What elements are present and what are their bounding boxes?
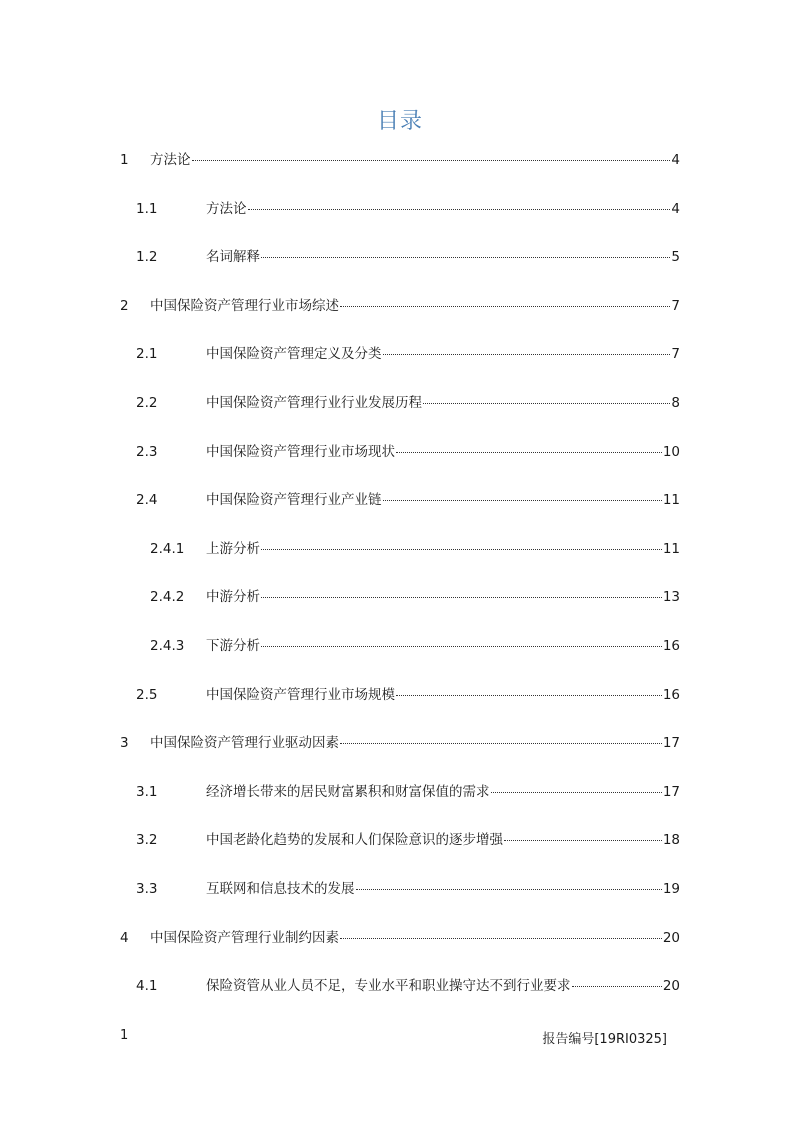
toc-entry-number: 3 [120,735,129,752]
toc-entry-title: 保险资管从业人员不足，专业水平和职业操守达不到行业要求 [206,978,571,995]
toc-dot-leader [261,587,662,598]
toc-dot-leader [261,636,662,647]
toc-entry-page: 17 [662,783,680,800]
toc-dot-leader [572,976,662,987]
toc-entry[interactable] [136,782,680,802]
footer-page-number: 1 [120,1028,129,1043]
toc-entry-number: 2.5 [136,686,158,703]
toc-entry-number: 2 [120,297,129,314]
toc-dot-leader [340,733,662,744]
toc-entry-number: 3.1 [136,783,158,800]
toc-entry-title: 中国保险资产管理行业驱动因素 [150,735,339,752]
toc-entry-number: 2.4 [136,492,158,509]
toc-entry-title: 方法论 [150,152,191,168]
toc-entry-number: 4 [120,929,129,946]
toc-entry[interactable] [120,296,680,316]
toc-entry[interactable] [120,150,680,170]
toc-dot-leader [248,199,671,210]
toc-entry[interactable] [136,685,680,705]
toc-entry-title: 下游分析 [206,638,260,654]
toc-entry-page: 7 [671,297,680,314]
toc-dot-leader [340,296,670,307]
toc-dot-leader [423,393,670,404]
toc-dot-leader [261,539,662,550]
toc-title: 目录 [376,109,423,134]
toc-entry-title: 中国保险资产管理行业市场现状 [206,443,395,460]
toc-dot-leader [340,928,662,939]
toc-entry-number: 1 [120,152,129,168]
toc-entry[interactable] [150,636,680,656]
toc-entry-title: 中国保险资产管理定义及分类 [206,346,382,363]
toc-entry-number: 4.1 [136,978,158,995]
toc-entry-page: 7 [671,346,680,363]
toc-entry[interactable] [150,539,680,559]
toc-entry-title: 中国保险资产管理行业市场规模 [206,686,395,703]
toc-entry-page: 8 [671,395,680,411]
toc-entry[interactable] [136,199,680,219]
toc-entry-number: 2.4.1 [150,540,185,557]
toc-dot-leader [261,247,670,258]
toc-entry-number: 2.4.2 [150,589,185,606]
toc-entry[interactable] [136,442,680,462]
toc-entry[interactable] [136,879,680,899]
toc-entry-page: 20 [662,978,680,995]
toc-dot-leader [396,685,662,696]
toc-entry[interactable] [136,830,680,850]
toc-entry[interactable] [120,733,680,753]
toc-entry-number: 1.1 [136,200,158,217]
toc-entry-title: 中国保险资产管理行业行业发展历程 [206,395,422,411]
toc-entry-title: 中游分析 [206,589,260,606]
toc-entry-title: 中国老龄化趋势的发展和人们保险意识的逐步增强 [206,832,503,849]
toc-entry-title: 互联网和信息技术的发展 [206,881,355,897]
toc-entry-page: 17 [662,735,680,752]
toc-entry-number: 2.2 [136,395,158,411]
toc-entry-page: 16 [662,638,680,654]
toc-entry-title: 中国保险资产管理行业市场综述 [150,297,339,314]
toc-entry-title: 名词解释 [206,249,260,266]
toc-entry-page: 20 [662,929,680,946]
toc-entry-title: 中国保险资产管理行业产业链 [206,492,382,509]
toc-dot-leader [491,782,662,793]
toc-entry-number: 3.3 [136,881,158,897]
toc-entry-page: 5 [671,249,680,266]
toc-entry[interactable] [136,976,680,996]
toc-dot-leader [356,879,662,890]
toc-entry-page: 19 [662,881,680,897]
toc-entry-page: 4 [671,200,680,217]
footer-report-number: 报告编号[19RI0325] [542,1032,667,1047]
toc-entry[interactable] [136,247,680,267]
toc-entry-page: 4 [671,152,680,168]
toc-dot-leader [504,830,662,841]
toc-entry-page: 18 [662,832,680,849]
toc-entry-title: 经济增长带来的居民财富累积和财富保值的需求 [206,783,490,800]
toc-entry-number: 3.2 [136,832,158,849]
toc-entry-number: 2.1 [136,346,158,363]
toc-dot-leader [192,150,671,161]
toc-entry-page: 11 [662,540,680,557]
toc-entry[interactable] [136,393,680,413]
toc-entry-page: 13 [662,589,680,606]
toc-entry-title: 上游分析 [206,540,260,557]
toc-entry-page: 11 [662,492,680,509]
toc-entry[interactable] [150,587,680,607]
toc-entry[interactable] [136,490,680,510]
toc-dot-leader [383,344,671,355]
toc-entry-page: 16 [662,686,680,703]
toc-entry-number: 2.3 [136,443,158,460]
toc-entry-number: 1.2 [136,249,158,266]
toc-entry-page: 10 [662,443,680,460]
toc-entry-title: 方法论 [206,200,247,217]
toc-dot-leader [383,490,662,501]
toc-entry[interactable] [120,928,680,948]
toc-entry-title: 中国保险资产管理行业制约因素 [150,929,339,946]
toc-entry-number: 2.4.3 [150,638,185,654]
toc-dot-leader [396,442,662,453]
toc-entry[interactable] [136,344,680,364]
